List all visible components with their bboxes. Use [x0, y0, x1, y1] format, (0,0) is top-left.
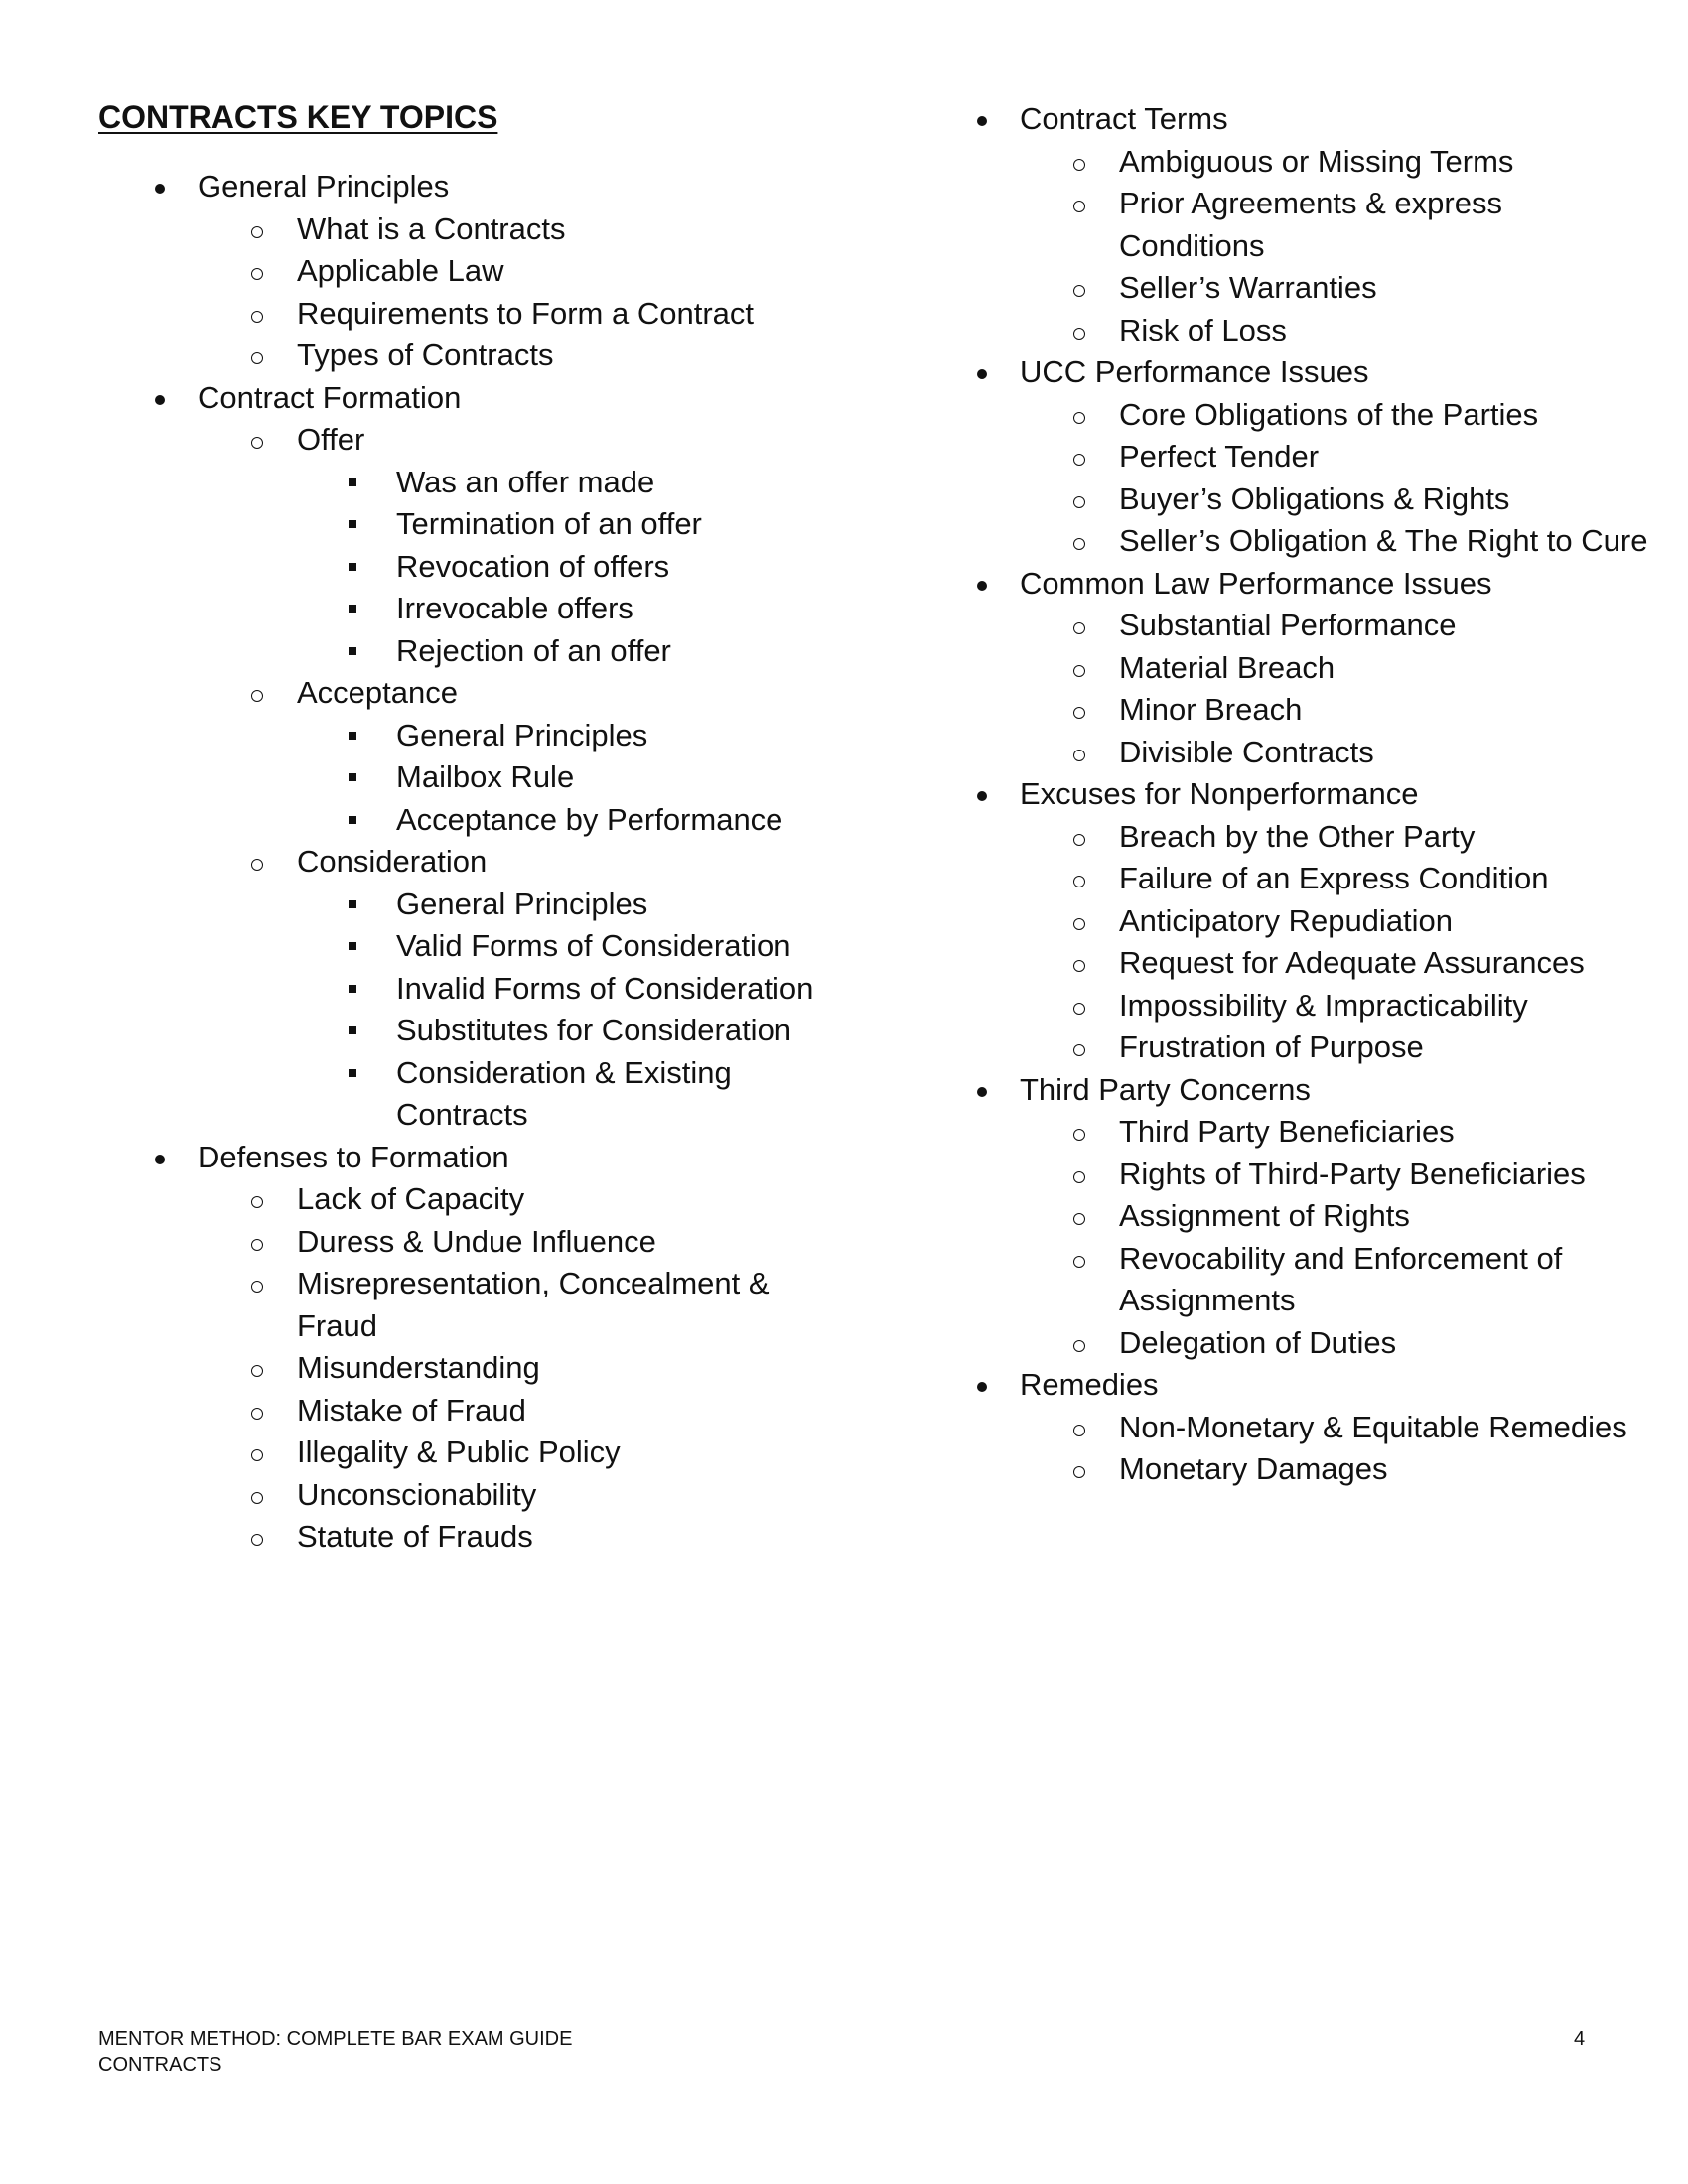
outline-row — [920, 478, 1655, 521]
outline-label: Mailbox Rule — [396, 759, 575, 794]
outline-label: Statute of Frauds — [297, 1519, 533, 1554]
outline-row — [920, 1069, 1655, 1112]
subtopic-item — [920, 1238, 1655, 1322]
subtopic-item — [920, 605, 1655, 647]
outline-row — [920, 1154, 1655, 1196]
subtopic-item — [920, 1195, 1655, 1238]
subtopic-item — [98, 1221, 833, 1264]
outline-label: Was an offer made — [396, 464, 655, 499]
outline-label: Contract Formation — [198, 379, 462, 415]
outline-label: Contract Terms — [1020, 101, 1228, 136]
subtopic-item — [98, 1347, 833, 1390]
nested-list — [920, 1407, 1655, 1491]
outline-row — [920, 942, 1655, 985]
outline-row — [98, 1432, 833, 1474]
outline-row — [98, 1390, 833, 1433]
outline-row — [920, 98, 1655, 141]
nested-list — [98, 715, 833, 842]
subtopic-item — [920, 1322, 1655, 1365]
subtopic-item — [98, 841, 833, 1137]
outline-label: Substitutes for Consideration — [396, 1013, 792, 1047]
outline-label: Material Breach — [1119, 649, 1336, 685]
outline-label: Invalid Forms of Consideration — [396, 970, 814, 1006]
outline-label: Failure of an Express Condition — [1119, 861, 1549, 895]
outline-row — [98, 1137, 833, 1179]
outline-row — [920, 183, 1655, 267]
outline-label: Remedies — [1020, 1367, 1159, 1402]
subtopic-item — [98, 672, 833, 841]
outline-label: Revocation of offers — [396, 548, 670, 584]
right-topic-list — [920, 98, 1655, 1491]
outline-row — [98, 630, 833, 673]
outline-label: Risk of Loss — [1119, 312, 1287, 347]
subtopic-item — [920, 478, 1655, 521]
sub-subtopic-item — [98, 756, 833, 799]
nested-list — [98, 1178, 833, 1559]
sub-subtopic-item — [98, 630, 833, 673]
outline-label: Mistake of Fraud — [297, 1392, 526, 1428]
outline-row — [920, 773, 1655, 816]
outline-row — [920, 1364, 1655, 1407]
nested-list — [920, 141, 1655, 352]
outline-label: Breach by the Other Party — [1119, 818, 1476, 854]
outline-label: Acceptance — [297, 675, 458, 710]
outline-label: Third Party Concerns — [1020, 1071, 1311, 1107]
outline-row — [98, 377, 833, 420]
outline-label: Minor Breach — [1119, 692, 1303, 727]
footer-guide-title: MENTOR METHOD: COMPLETE BAR EXAM GUIDE — [98, 2028, 573, 2050]
outline-label: Impossibility & Impracticability — [1119, 987, 1528, 1023]
footer-section-name: CONTRACTS — [98, 2054, 222, 2076]
subtopic-item — [920, 647, 1655, 690]
outline-row — [920, 647, 1655, 690]
right-column — [920, 98, 1655, 1491]
outline-row — [920, 267, 1655, 310]
sub-subtopic-item — [98, 799, 833, 842]
topic-item — [98, 377, 833, 1137]
nested-list — [98, 884, 833, 1137]
outline-label: Revocability and Enforcement of Assignments — [1119, 1240, 1563, 1317]
outline-row — [98, 672, 833, 715]
outline-row — [920, 732, 1655, 774]
topic-item — [920, 1069, 1655, 1365]
outline-row — [920, 1195, 1655, 1238]
outline-row — [920, 351, 1655, 394]
subtopic-item — [98, 1263, 833, 1347]
outline-row — [98, 1010, 833, 1052]
outline-label: Substantial Performance — [1119, 608, 1457, 642]
outline-label: Misrepresentation, Concealment & Fraud — [297, 1266, 770, 1343]
outline-row — [920, 858, 1655, 900]
outline-label: Seller’s Obligation & The Right to Cure — [1119, 523, 1648, 558]
outline-row — [98, 715, 833, 757]
outline-row — [920, 520, 1655, 563]
subtopic-item — [98, 293, 833, 336]
outline-label: Acceptance by Performance — [396, 801, 783, 837]
subtopic-item — [98, 250, 833, 293]
footer — [98, 2026, 572, 2078]
outline-label: Valid Forms of Consideration — [396, 928, 791, 963]
sub-subtopic-item — [98, 968, 833, 1011]
outline-row — [920, 816, 1655, 859]
page-number: 4 — [1574, 2028, 1586, 2050]
nested-list — [920, 816, 1655, 1069]
outline-label: Buyer’s Obligations & Rights — [1119, 480, 1510, 516]
outline-label: Requirements to Form a Contract — [297, 295, 755, 331]
outline-row — [98, 968, 833, 1011]
outline-label: Third Party Beneficiaries — [1119, 1114, 1455, 1149]
outline-label: General Principles — [396, 886, 648, 921]
subtopic-item — [98, 1432, 833, 1474]
outline-row — [920, 1322, 1655, 1365]
outline-row — [98, 546, 833, 589]
outline-label: Defenses to Formation — [198, 1139, 509, 1174]
outline-label: Applicable Law — [297, 253, 504, 288]
subtopic-item — [920, 267, 1655, 310]
topic-item — [920, 1364, 1655, 1491]
outline-label: Types of Contracts — [297, 338, 554, 372]
outline-row — [98, 419, 833, 462]
subtopic-item — [920, 942, 1655, 985]
subtopic-item — [98, 419, 833, 672]
subtopic-item — [920, 689, 1655, 732]
outline-label: Perfect Tender — [1119, 439, 1320, 474]
outline-label: Termination of an offer — [396, 506, 702, 541]
outline-row — [98, 503, 833, 546]
outline-label: Divisible Contracts — [1119, 734, 1374, 769]
outline-row — [98, 335, 833, 377]
outline-label: Rejection of an offer — [396, 632, 671, 668]
subtopic-item — [920, 1154, 1655, 1196]
nested-list — [98, 208, 833, 377]
outline-row — [98, 756, 833, 799]
outline-row — [98, 1474, 833, 1517]
outline-label: Assignment of Rights — [1119, 1198, 1410, 1233]
left-column — [98, 166, 833, 1559]
outline-row — [920, 689, 1655, 732]
subtopic-item — [920, 816, 1655, 859]
subtopic-item — [920, 858, 1655, 900]
outline-label: Consideration — [297, 844, 488, 879]
outline-row — [98, 250, 833, 293]
outline-row — [920, 1111, 1655, 1154]
subtopic-item — [98, 208, 833, 251]
outline-row — [98, 462, 833, 504]
outline-label: Prior Agreements & express Conditions — [1119, 186, 1502, 263]
outline-row — [920, 436, 1655, 478]
outline-row — [98, 841, 833, 884]
outline-label: Irrevocable offers — [396, 591, 633, 625]
subtopic-item — [920, 394, 1655, 437]
outline-row — [920, 310, 1655, 352]
subtopic-item — [98, 335, 833, 377]
outline-row — [98, 1221, 833, 1264]
outline-row — [920, 394, 1655, 437]
outline-row — [98, 1347, 833, 1390]
outline-row — [98, 1052, 833, 1137]
outline-label: Rights of Third-Party Beneficiaries — [1119, 1156, 1586, 1191]
left-topic-list — [98, 166, 833, 1559]
outline-label: Lack of Capacity — [297, 1181, 525, 1216]
subtopic-item — [920, 1026, 1655, 1069]
outline-label: Ambiguous or Missing Terms — [1119, 143, 1514, 179]
nested-list — [920, 1111, 1655, 1364]
outline-row — [98, 1178, 833, 1221]
nested-list — [920, 394, 1655, 563]
outline-label: Misunderstanding — [297, 1350, 540, 1385]
topic-item — [920, 351, 1655, 563]
subtopic-item — [920, 900, 1655, 943]
outline-row — [920, 1026, 1655, 1069]
outline-label: What is a Contracts — [297, 210, 566, 246]
outline-label: Unconscionability — [297, 1476, 537, 1512]
outline-row — [920, 605, 1655, 647]
topic-item — [98, 166, 833, 377]
subtopic-item — [920, 310, 1655, 352]
sub-subtopic-item — [98, 715, 833, 757]
sub-subtopic-item — [98, 884, 833, 926]
outline-label: Monetary Damages — [1119, 1451, 1388, 1486]
outline-row — [98, 925, 833, 968]
topic-item — [920, 98, 1655, 351]
sub-subtopic-item — [98, 462, 833, 504]
outline-row — [98, 884, 833, 926]
outline-label: Delegation of Duties — [1119, 1324, 1397, 1360]
outline-row — [98, 208, 833, 251]
outline-label: Seller’s Warranties — [1119, 270, 1377, 305]
subtopic-item — [920, 732, 1655, 774]
subtopic-item — [98, 1178, 833, 1221]
nested-list — [98, 419, 833, 1137]
outline-label: Core Obligations of the Parties — [1119, 396, 1539, 432]
subtopic-item — [920, 141, 1655, 184]
outline-row — [98, 1263, 833, 1347]
topic-item — [920, 563, 1655, 774]
outline-row — [920, 1407, 1655, 1449]
outline-row — [920, 563, 1655, 606]
sub-subtopic-item — [98, 546, 833, 589]
outline-row — [920, 1448, 1655, 1491]
outline-label: Illegality & Public Policy — [297, 1434, 621, 1469]
sub-subtopic-item — [98, 1010, 833, 1052]
outline-label: General Principles — [198, 169, 450, 204]
outline-row — [98, 799, 833, 842]
outline-row — [98, 166, 833, 208]
sub-subtopic-item — [98, 1052, 833, 1137]
subtopic-item — [920, 520, 1655, 563]
outline-row — [920, 985, 1655, 1027]
outline-row — [98, 293, 833, 336]
outline-label: Duress & Undue Influence — [297, 1223, 656, 1259]
outline-label: Common Law Performance Issues — [1020, 565, 1492, 601]
topic-item — [920, 773, 1655, 1069]
outline-row — [920, 900, 1655, 943]
subtopic-item — [98, 1474, 833, 1517]
sub-subtopic-item — [98, 503, 833, 546]
outline-row — [920, 141, 1655, 184]
outline-label: General Principles — [396, 717, 648, 752]
outline-label: UCC Performance Issues — [1020, 354, 1369, 389]
subtopic-item — [920, 985, 1655, 1027]
topic-item — [98, 1137, 833, 1559]
subtopic-item — [920, 436, 1655, 478]
page-title: CONTRACTS KEY TOPICS — [98, 99, 498, 135]
nested-list — [98, 462, 833, 673]
subtopic-item — [920, 1448, 1655, 1491]
outline-label: Offer — [297, 422, 365, 457]
sub-subtopic-item — [98, 925, 833, 968]
outline-row — [920, 1238, 1655, 1322]
outline-label: Anticipatory Repudiation — [1119, 902, 1454, 938]
outline-label: Consideration & Existing Contracts — [396, 1054, 732, 1132]
subtopic-item — [98, 1390, 833, 1433]
outline-label: Non-Monetary & Equitable Remedies — [1119, 1409, 1627, 1444]
subtopic-item — [920, 183, 1655, 267]
outline-label: Request for Adequate Assurances — [1119, 945, 1585, 980]
sub-subtopic-item — [98, 588, 833, 630]
outline-label: Excuses for Nonperformance — [1020, 776, 1419, 811]
subtopic-item — [920, 1111, 1655, 1154]
nested-list — [920, 605, 1655, 773]
subtopic-item — [98, 1516, 833, 1559]
outline-label: Frustration of Purpose — [1119, 1029, 1424, 1064]
outline-row — [98, 588, 833, 630]
subtopic-item — [920, 1407, 1655, 1449]
outline-row — [98, 1516, 833, 1559]
